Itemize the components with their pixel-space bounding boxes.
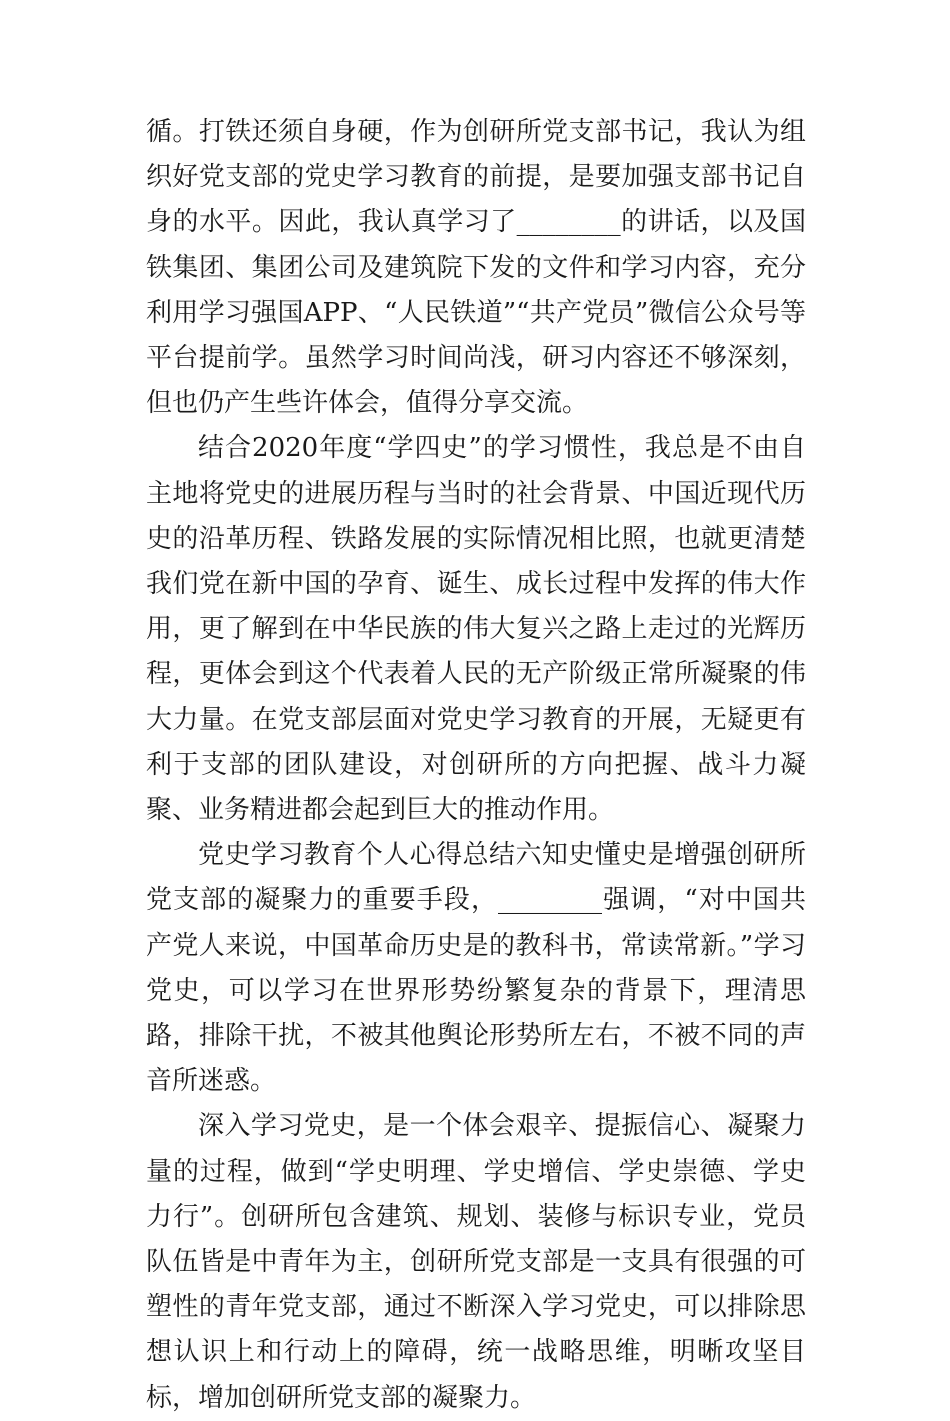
paragraph-1: 循。打铁还须自身硬，作为创研所党支部书记，我认为组织好党支部的党史学习教育的前提，是要加强支部书记自身的水平。因此，我认真学习了________的讲话，以及国铁集团、集团公司及建筑院下发的文件和学习内容，充分利用学习强国APP、“人民铁道”“共产党员”微信公众号等平台提前学。虽然学习时间尚浅，研习内容还不够深刻，但也仍产生些许体会，值得分享交流。	[146, 117, 806, 419]
paragraph-3: 党史学习教育个人心得总结六知史懂史是增强创研所党支部的凝聚力的重要手段，________强调，“对中国共产党人来说，中国革命历史是的教科书，常读常新。”学习党史，可以学习在世界形势纷繁复杂的背景下，理清思路，排除干扰，不被其他舆论形势所左右，不被不同的声音所迷惑。	[146, 840, 806, 1097]
document-page	[146, 110, 806, 1421]
paragraph-4: 深入学习党史，是一个体会艰辛、提振信心、凝聚力量的过程，做到“学史明理、学史增信、学史崇德、学史力行”。创研所包含建筑、规划、装修与标识专业，党员队伍皆是中青年为主，创研所党支部是一支具有很强的可塑性的青年党支部，通过不断深入学习党史，可以排除思想认识上和行动上的障碍，统一战略思维，明晰攻坚目标，增加创研所党支部的凝聚力。	[146, 1111, 806, 1413]
paragraph-2: 结合2020年度“学四史”的学习惯性，我总是不由自主地将党史的进展历程与当时的社会背景、中国近现代历史的沿革历程、铁路发展的实际情况相比照，也就更清楚我们党在新中国的孕育、诞生、成长过程中发挥的伟大作用，更了解到在中华民族的伟大复兴之路上走过的光辉历程，更体会到这个代表着人民的无产阶级正常所凝聚的伟大力量。在党支部层面对党史学习教育的开展，无疑更有利于支部的团队建设，对创研所的方向把握、战斗力凝聚、业务精进都会起到巨大的推动作用。	[146, 433, 806, 826]
